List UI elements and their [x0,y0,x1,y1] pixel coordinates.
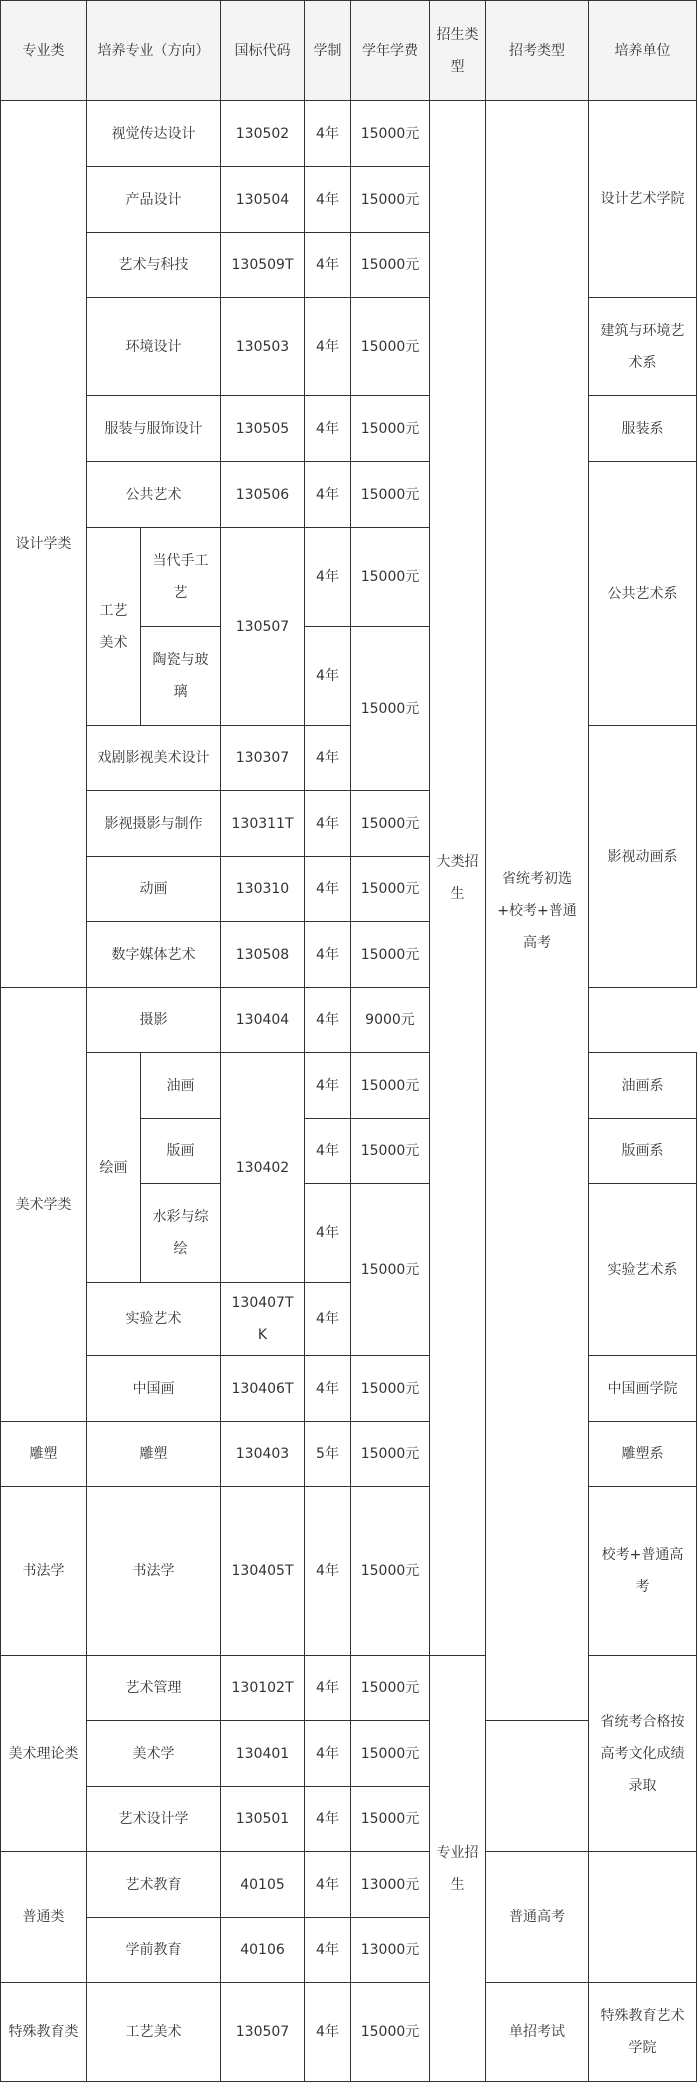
code-cell: 130307 [221,726,305,791]
group-cell: 工艺美术 [87,528,141,726]
years-cell: 4年 [305,462,351,528]
exam-type-cell: 校考+普通高考 [589,1487,697,1656]
fee-cell: 15000元 [351,167,430,233]
major-cell: 数字媒体艺术 [87,922,221,988]
exam-type-cell: 单招考试 [486,1983,589,2082]
code-cell: 130311T [221,791,305,857]
major-cell: 当代手工艺 [141,528,221,627]
years-cell: 4年 [305,988,351,1053]
years-cell: 4年 [305,298,351,396]
major-cell: 动画 [87,857,221,922]
exam-type-cell: 普通高考 [486,1852,589,1983]
fee-cell: 15000元 [351,528,430,627]
fee-cell: 15000元 [351,791,430,857]
header-major: 培养专业（方向） [87,1,221,101]
major-cell: 服装与服饰设计 [87,396,221,462]
major-cell: 艺术管理 [87,1656,221,1721]
header-unit: 培养单位 [589,1,697,101]
unit-cell: 公共艺术系 [589,462,697,726]
code-cell: 130310 [221,857,305,922]
years-cell: 4年 [305,1283,351,1356]
fee-cell: 15000元 [351,1184,430,1356]
code-cell: 130407TK [221,1283,305,1356]
unit-cell: 影视动画系 [589,726,697,988]
major-cell: 油画 [141,1053,221,1119]
years-cell: 4年 [305,1918,351,1983]
fee-cell: 15000元 [351,627,430,791]
fee-cell: 15000元 [351,1053,430,1119]
major-cell: 公共艺术 [87,462,221,528]
table-row [1,1053,697,1119]
table-row [1,726,697,791]
enrollment-cell: 大类招生 [430,101,486,1656]
category-cell: 美术理论类 [1,1656,87,1852]
fee-cell: 15000元 [351,1422,430,1487]
group-cell: 绘画 [87,1053,141,1283]
major-cell: 中国画 [87,1356,221,1422]
years-cell: 4年 [305,233,351,298]
category-cell: 普通类 [1,1852,87,1983]
years-cell: 4年 [305,1721,351,1787]
major-cell: 产品设计 [87,167,221,233]
major-cell: 水彩与综绘 [141,1184,221,1283]
major-cell: 雕塑 [87,1422,221,1487]
years-cell: 4年 [305,1119,351,1184]
code-cell: 130402 [221,1053,305,1283]
years-cell: 4年 [305,1787,351,1852]
years-cell: 4年 [305,1852,351,1918]
major-cell: 美术学 [87,1721,221,1787]
fee-cell: 13000元 [351,1852,430,1918]
major-cell: 环境设计 [87,298,221,396]
table-row [1,1422,697,1487]
code-cell: 130509T [221,233,305,298]
code-cell: 130501 [221,1787,305,1852]
table-row [1,462,697,528]
years-cell: 4年 [305,1184,351,1283]
major-cell: 戏剧影视美术设计 [87,726,221,791]
fee-cell: 15000元 [351,1487,430,1656]
fee-cell: 15000元 [351,298,430,396]
years-cell: 4年 [305,857,351,922]
major-cell: 影视摄影与制作 [87,791,221,857]
category-cell: 雕塑 [1,1422,87,1487]
years-cell: 4年 [305,1656,351,1721]
major-cell: 工艺美术 [87,1983,221,2082]
code-cell: 130508 [221,922,305,988]
fee-cell: 15000元 [351,1356,430,1422]
table-row [1,1852,697,1918]
table-row [1,298,697,396]
code-cell: 130401 [221,1721,305,1787]
fee-cell: 15000元 [351,1787,430,1852]
unit-cell: 中国画学院 [589,1356,697,1422]
code-cell: 130502 [221,101,305,167]
years-cell: 4年 [305,528,351,627]
table-row [1,1983,697,2082]
header-years: 学制 [305,1,351,101]
major-cell: 实验艺术 [87,1283,221,1356]
code-cell: 130506 [221,462,305,528]
category-cell: 设计学类 [1,101,87,988]
years-cell: 5年 [305,1422,351,1487]
fee-cell: 15000元 [351,1656,430,1721]
years-cell: 4年 [305,1983,351,2082]
category-cell: 书法学 [1,1487,87,1656]
major-cell: 陶瓷与玻璃 [141,627,221,726]
years-cell: 4年 [305,396,351,462]
fee-cell: 9000元 [351,988,430,1053]
major-cell: 版画 [141,1119,221,1184]
major-cell: 学前教育 [87,1918,221,1983]
fee-cell: 15000元 [351,1721,430,1787]
code-cell: 40105 [221,1852,305,1918]
fee-cell: 13000元 [351,1918,430,1983]
fee-cell: 15000元 [351,396,430,462]
code-cell: 130405T [221,1487,305,1656]
fee-cell: 15000元 [351,101,430,167]
fee-cell: 15000元 [351,857,430,922]
header-row [1,1,697,101]
unit-cell: 雕塑系 [589,1422,697,1487]
years-cell: 4年 [305,1356,351,1422]
unit-cell: 版画系 [589,1119,697,1184]
code-cell: 130504 [221,167,305,233]
years-cell: 4年 [305,1487,351,1656]
header-exam: 招考类型 [486,1,589,101]
unit-cell: 油画系 [589,1053,697,1119]
code-cell: 40106 [221,1918,305,1983]
fee-cell: 15000元 [351,1119,430,1184]
code-cell: 130406T [221,1356,305,1422]
code-cell: 130507 [221,1983,305,2082]
category-cell: 美术学类 [1,988,87,1422]
years-cell: 4年 [305,922,351,988]
code-cell: 130503 [221,298,305,396]
exam-type-cell: 省统考合格按高考文化成绩录取 [589,1656,697,1852]
code-cell: 130507 [221,528,305,726]
header-code: 国标代码 [221,1,305,101]
major-cell: 艺术教育 [87,1852,221,1918]
unit-cell: 实验艺术系 [589,1184,697,1356]
table-row [1,396,697,462]
major-cell: 摄影 [87,988,221,1053]
years-cell: 4年 [305,726,351,791]
years-cell: 4年 [305,627,351,726]
major-cell: 艺术与科技 [87,233,221,298]
years-cell: 4年 [305,791,351,857]
fee-cell: 15000元 [351,1983,430,2082]
fee-cell: 15000元 [351,462,430,528]
exam-type-cell: 省统考初选+校考+普通高考 [486,101,589,1721]
major-cell: 艺术设计学 [87,1787,221,1852]
major-cell: 视觉传达设计 [87,101,221,167]
table-row [1,1487,697,1656]
years-cell: 4年 [305,101,351,167]
table-row [1,1356,697,1422]
category-cell: 特殊教育类 [1,1983,87,2082]
unit-cell: 设计艺术学院 [589,101,697,298]
header-category: 专业类 [1,1,87,101]
header-enrollment: 招生类型 [430,1,486,101]
years-cell: 4年 [305,167,351,233]
table-row [1,988,697,1053]
header-fee: 学年学费 [351,1,430,101]
table-row [1,1918,697,1983]
table-row [1,1656,697,1721]
unit-cell: 服装系 [589,396,697,462]
years-cell: 4年 [305,1053,351,1119]
fee-cell: 15000元 [351,233,430,298]
unit-cell: 特殊教育艺术学院 [589,1983,697,2082]
enrollment-cell: 专业招生 [430,1656,486,2082]
code-cell: 130102T [221,1656,305,1721]
code-cell: 130404 [221,988,305,1053]
table-row [1,101,697,167]
code-cell: 130505 [221,396,305,462]
code-cell: 130403 [221,1422,305,1487]
unit-cell: 建筑与环境艺术系 [589,298,697,396]
major-cell: 书法学 [87,1487,221,1656]
fee-cell: 15000元 [351,922,430,988]
